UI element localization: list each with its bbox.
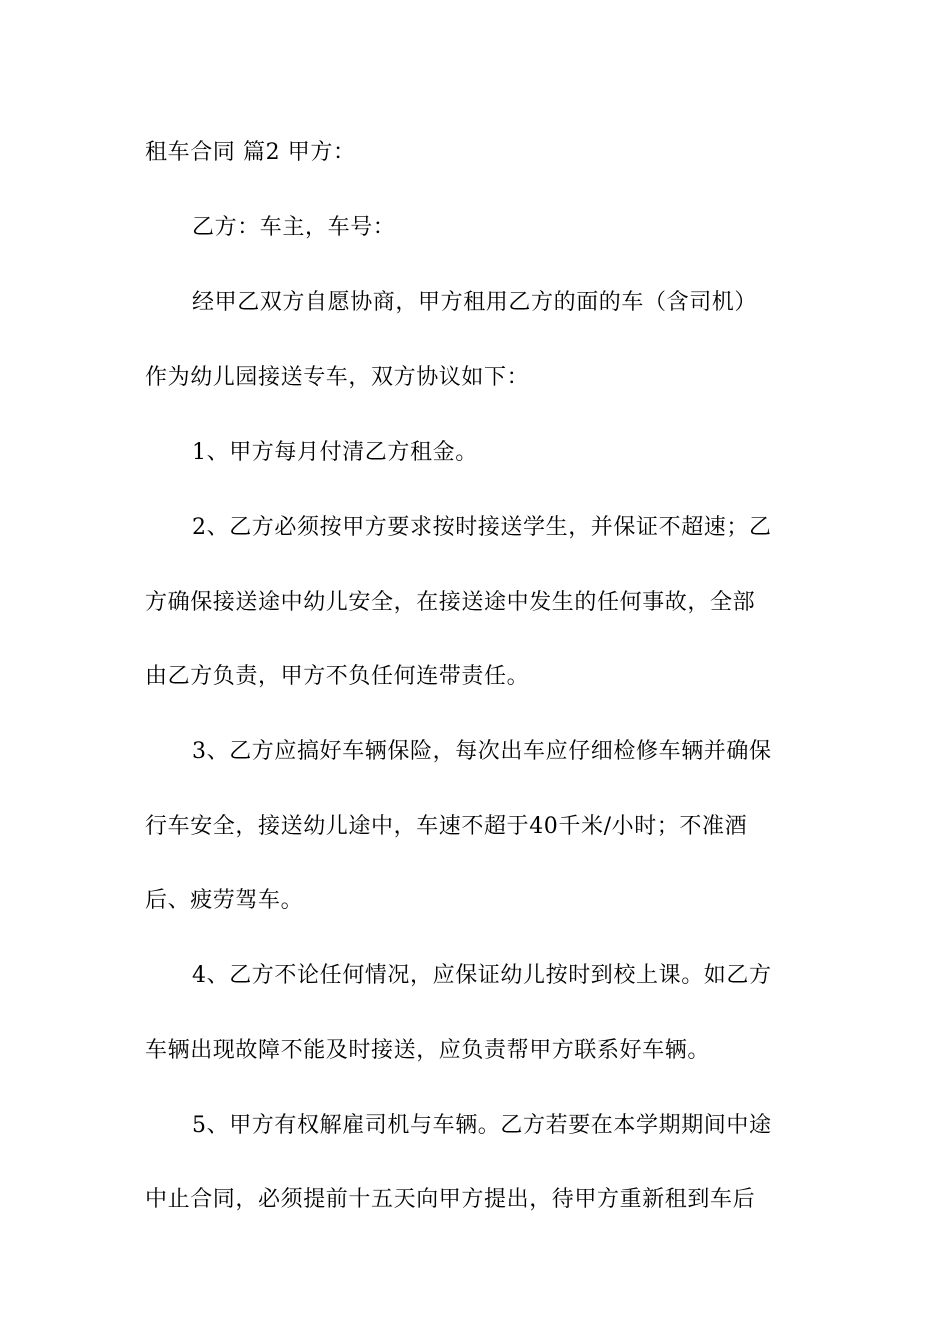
clause-5-line-1: 5、甲方有权解雇司机与车辆。乙方若要在本学期期间中途 [192, 1113, 772, 1138]
clause-3-line-2: 行车安全，接送幼儿途中，车速不超于40千米/小时；不准酒 [145, 814, 748, 839]
clause-3-line-1: 3、乙方应搞好车辆保险，每次出车应仔细检修车辆并确保 [192, 739, 772, 764]
clause-2-line-2: 方确保接送途中幼儿安全，在接送途中发生的任何事故，全部 [145, 590, 756, 615]
clause-5-line-2: 中止合同，必须提前十五天向甲方提出，待甲方重新租到车后 [145, 1187, 756, 1212]
title-line: 租车合同 篇2 甲方： [145, 140, 356, 165]
clause-2-line-1: 2、乙方必须按甲方要求按时接送学生，并保证不超速；乙 [192, 515, 772, 540]
clause-4-line-2: 车辆出现故障不能及时接送，应负责帮甲方联系好车辆。 [145, 1038, 711, 1063]
clause-2-line-3: 由乙方负责，甲方不负任何连带责任。 [145, 664, 530, 689]
clause-4-line-1: 4、乙方不论任何情况，应保证幼儿按时到校上课。如乙方 [192, 963, 772, 988]
clause-3-line-3: 后、疲劳驾车。 [145, 888, 304, 913]
party-b-line: 乙方：车主，车号： [192, 215, 396, 240]
clause-1-line-1: 1、甲方每月付清乙方租金。 [192, 440, 478, 465]
paragraph-intro-line-2: 作为幼儿园接送专车，双方协议如下： [145, 365, 530, 390]
paragraph-intro-line-1: 经甲乙双方自愿协商，甲方租用乙方的面的车（含司机） [192, 290, 758, 315]
